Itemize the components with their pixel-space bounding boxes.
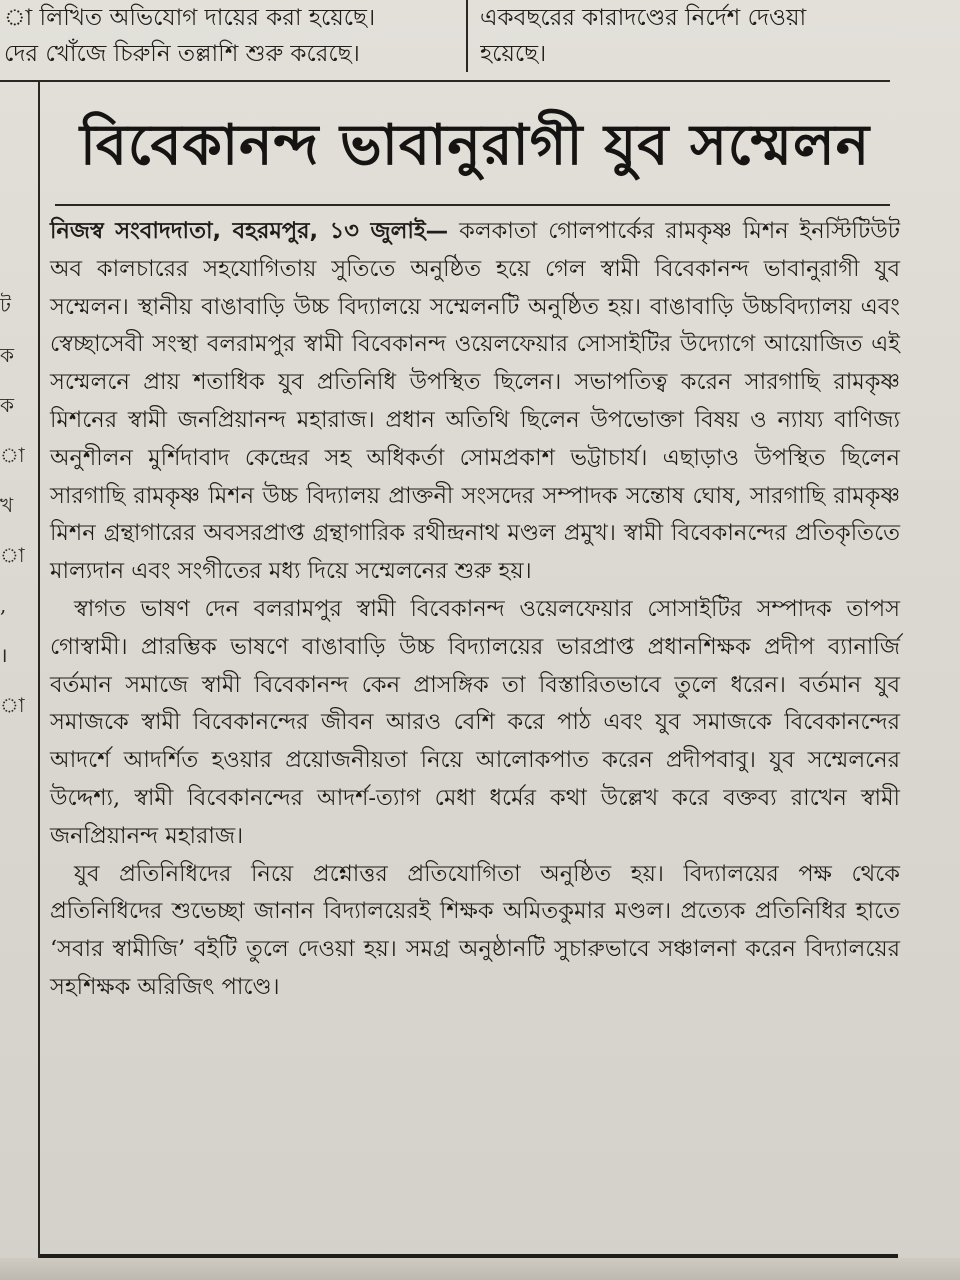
previous-article-left-line: া লিখিত অভিযোগ দায়ের করা হয়েছে।: [4, 5, 376, 31]
previous-article-right-line: একবছরের কারাদণ্ডের নির্দেশ দেওয়া: [480, 5, 807, 31]
adjacent-column-char: া: [0, 693, 25, 717]
previous-article-right-fragment: [480, 0, 940, 78]
adjacent-column-char: া: [0, 443, 25, 467]
adjacent-column-char: ট: [0, 293, 11, 317]
headline-rule: [55, 204, 890, 206]
article-paragraph-text: কলকাতা গোলপার্কের রামকৃষ্ণ মিশন ইনস্টিটিউট অব কালচারের সহযোগিতায় সুতিতে অনুষ্ঠিত হয়ে গেল স্বামী বিবেকানন্দ ভাবানুরাগী যুব সম্মেলন। স্থানীয় বাঙাবাড়ি উচ্চ বিদ্যালয়ে সম্মেলনটি অনুষ্ঠিত হয়। বাঙাবাড়ি উচ্চবিদ্যালয় এবং স্বেচ্ছাসেবী সংস্থা বলরামপুর স্বামী বিবেকানন্দ ওয়েলফেয়ার সোসাইটির উদ্যোগে আয়োজিত এই সম্মেলনে প্রায় শতাধিক যুব প্রতিনিধি উপস্থিত ছিলেন। সভাপতিত্ব করেন সারগাছি রামকৃষ্ণ মিশনের স্বামী জনপ্রিয়ানন্দ মহারাজ। প্রধান অতিথি ছিলেন উপভোক্তা বিষয় ও ন্যায্য বাণিজ্য অনুশীলন মুর্শিদাবাদ কেন্দ্রের সহ অধিকর্তা সোমপ্রকাশ ভট্টাচার্য। এছাড়াও উপস্থিত ছিলেন সারগাছি রামকৃষ্ণ মিশন উচ্চ বিদ্যালয় প্রাক্তনী সংসদের সম্পাদক সন্তোষ ঘোষ, সারগাছি রামকৃষ্ণ মিশন গ্রন্থাগারের অবসরপ্রাপ্ত গ্রন্থাগারিক রথীন্দ্রনাথ মণ্ডল প্রমুখ। স্বামী বিবেকানন্দের প্রতিকৃতিতে মাল্যদান এবং সংগীতের মধ্য দিয়ে সম্মেলনের শুরু হয়।: [50, 218, 900, 585]
adjacent-column-char: ক: [0, 343, 14, 367]
article-paragraph: যুব প্রতিনিধিদের নিয়ে প্রশ্নোত্তর প্রতিযোগিতা অনুষ্ঠিত হয়। বিদ্যালয়ের পক্ষ থেকে প্রতিনিধিদের শুভেচ্ছা জানান বিদ্যালয়েরই শিক্ষক অমিতকুমার মণ্ডল। প্রত্যেক প্রতিনিধির হাতে ‘সবার স্বামীজি’ বইটি তুলে দেওয়া হয়। সমগ্র অনুষ্ঠানটি সুচারুভাবে সঞ্চালনা করেন বিদ্যালয়ের সহশিক্ষক অরিজিৎ পাণ্ডে।: [50, 860, 900, 1000]
previous-article-left-line: দের খোঁজে চিরুনি তল্লাশি শুরু করেছে।: [4, 41, 360, 67]
column-divider: [466, 0, 468, 72]
section-rule: [0, 80, 890, 82]
adjacent-column-char: া: [0, 543, 25, 567]
column-rule: [38, 82, 40, 1262]
article-paragraph: স্বাগত ভাষণ দেন বলরামপুর স্বামী বিবেকানন্দ ওয়েলফেয়ার সোসাইটির সম্পাদক তাপস গোস্বামী। প্রারম্ভিক ভাষণে বাঙাবাড়ি উচ্চ বিদ্যালয়ের ভারপ্রাপ্ত প্রধানশিক্ষক প্রদীপ ব্যানার্জি বর্তমান সমাজে স্বামী বিবেকানন্দ কেন প্রাসঙ্গিক তা বিস্তারিতভাবে তুলে ধরেন। বর্তমান যুব সমাজকে স্বামী বিবেকানন্দের জীবন আরও বেশি করে পাঠ এবং যুব সমাজকে বিবেকানন্দের আদর্শে আদর্শিত হওয়ার প্রয়োজনীয়তা নিয়ে আলোকপাত করেন প্রদীপবাবু। যুব সম্মেলনের উদ্দেশ্য, স্বামী বিবেকানন্দের আদর্শ-ত্যাগ মেধা ধর্মের কথা উল্লেখ করে বক্তব্য রাখেন স্বামী জনপ্রিয়ানন্দ মহারাজ।: [50, 595, 900, 849]
page-edge: [0, 1258, 960, 1280]
adjacent-column-char: ।: [0, 643, 8, 667]
previous-article-right-line: হয়েছে।: [480, 41, 547, 67]
adjacent-column-char: ক: [0, 393, 14, 417]
article-headline: বিবেকানন্দ ভাবানুরাগী যুব সম্মেলন: [79, 113, 871, 178]
previous-article-left-fragment: [0, 0, 460, 78]
adjacent-column-fragments: [0, 280, 30, 730]
article-dateline: নিজস্ব সংবাদদাতা, বহরমপুর, ১৩ জুলাই—: [50, 218, 449, 244]
adjacent-column-char: ,: [0, 593, 7, 617]
adjacent-column-char: খ: [0, 493, 14, 517]
article-paragraph: [50, 213, 900, 591]
article-body: [50, 213, 900, 1007]
